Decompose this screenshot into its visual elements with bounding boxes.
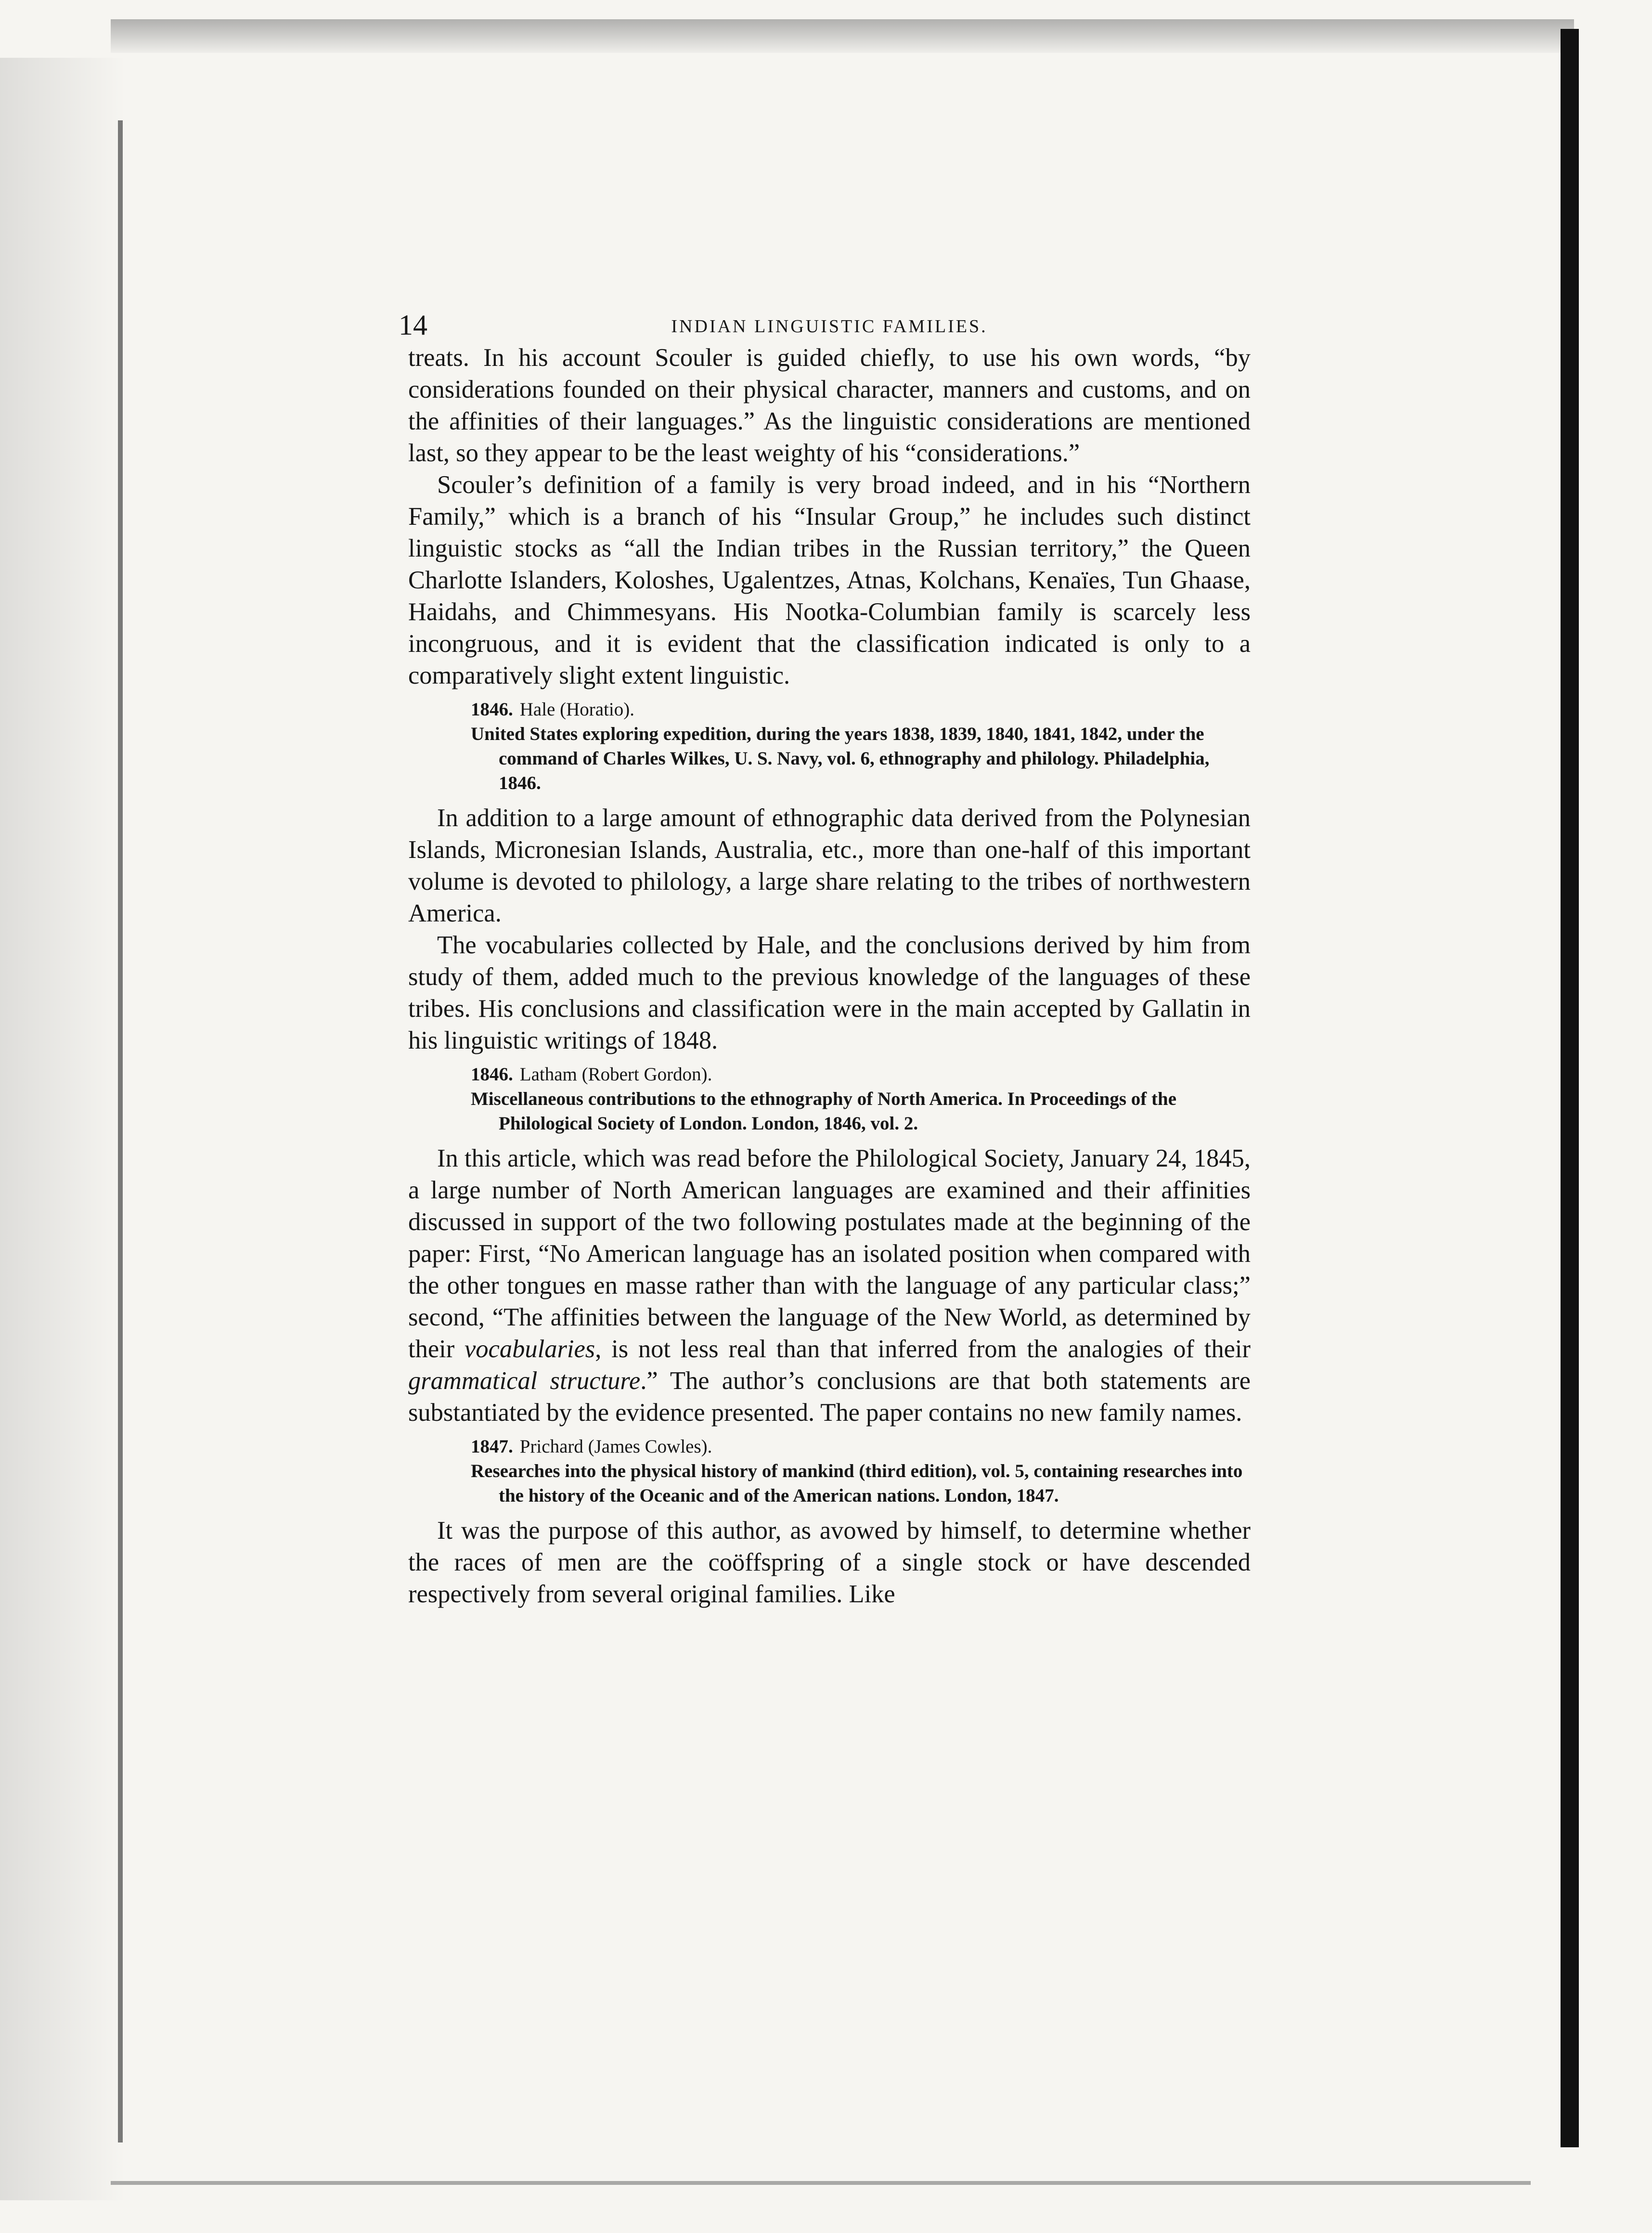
citation-latham — [408, 1062, 1251, 1136]
scan-shadow-left — [0, 58, 125, 2200]
running-head: INDIAN LINGUISTIC FAMILIES. — [671, 316, 988, 337]
citation-year: 1847. — [471, 1436, 513, 1457]
citation-heading — [471, 697, 1251, 722]
scan-edge-bottom — [111, 2181, 1531, 2185]
paragraph-latham-article — [408, 1142, 1251, 1428]
citation-title: Researches into the physical history of mankind (third edition), vol. 5, containing researches into the history of the Oceanic and of the American nations. London, 1847. — [471, 1461, 1243, 1506]
citation-title: Miscellaneous contributions to the ethnography of North America. In Proceedings of the Philological Society of London. London, 1846, vol. 2. — [471, 1089, 1177, 1134]
citation-author: Prichard (James Cowles). — [519, 1436, 712, 1457]
book-page — [399, 308, 1251, 1610]
citation-year: 1846. — [471, 1064, 513, 1085]
page-header — [399, 308, 1251, 342]
citation-title: United States exploring expedition, during the years 1838, 1839, 1840, 1841, 1842, under the command of Charles Wilkes, U. S. Navy, vol. 6, ethnography and philology. Philadelphia, 1846. — [471, 724, 1210, 793]
binding-edge — [118, 120, 123, 2142]
paragraph-scouler-definition: Scouler’s definition of a family is very broad indeed, and in his “Northern Family,” which is a branch of his “Insular Group,” he includes such distinct linguistic stocks as “all the Indian tribes in the Russian territory,” the Queen Charlotte Islanders, Koloshes, Ugalentzes, Atnas, Kolchans, Kenaïes, Tun Ghaase, Haidahs, and Chimmesyans. His Nootka-Columbian family is scarcely less incongruous, and it is evident that the classification indicated is only to a comparatively slight extent linguistic. — [408, 471, 1251, 689]
text-run: .” The author’s conclusions are that both statements are substantiated by the evidence presented. The paper contains no new family names. — [408, 1367, 1251, 1427]
italic-grammatical-structure: grammatical structure — [408, 1367, 641, 1395]
text-run: , is not less real than that inferred from the analogies of their — [595, 1335, 1251, 1363]
paragraph-prichard-purpose: It was the purpose of this author, as avowed by himself, to determine whether the races of men are the coöffspring of a single stock or have descended respectively from several original families. Like — [408, 1517, 1251, 1608]
citation-author: Hale (Horatio). — [519, 699, 634, 720]
citation-author: Latham (Robert Gordon). — [519, 1064, 712, 1085]
citation-year: 1846. — [471, 699, 513, 720]
paragraph-scouler-treats: treats. In his account Scouler is guided chiefly, to use his own words, “by considerations founded on their physical character, manners and customs, and on the affinities of their languages.” As the linguistic considerations are mentioned last, so they appear to be the least weighty of his “considerations.” — [408, 344, 1251, 467]
citation-heading — [471, 1434, 1251, 1459]
paragraph-hale-vocabularies: The vocabularies collected by Hale, and the conclusions derived by him from study of them, added much to the previous knowledge of the languages of these tribes. His conclusions and classification were in the main accepted by Gallatin in his linguistic writings of 1848. — [408, 931, 1251, 1054]
page-edge-right — [1561, 29, 1579, 2147]
paragraph-hale-volume: In addition to a large amount of ethnographic data derived from the Polynesian Islands, Micronesian Islands, Australia, etc., more than one-half of this important volume is devoted to philology, a large share relating to the tribes of northwestern America. — [408, 804, 1251, 927]
page-number: 14 — [399, 309, 427, 341]
italic-vocabularies: vocabularies — [465, 1335, 595, 1363]
text-run: In this article, which was read before the Philological Society, January 24, 1845, a large number of North American languages are examined and their affinities discussed in support of the two following postulates made at the beginning of the paper: First, “No American language has an isolated position when compared with the other tongues en masse rather than with the language of any particular class;” second, “The affinities between the language of the New World, as determined by their — [408, 1144, 1251, 1363]
scan-shadow-top — [111, 19, 1574, 53]
citation-hale — [408, 697, 1251, 795]
citation-heading — [471, 1062, 1251, 1087]
citation-prichard — [408, 1434, 1251, 1508]
